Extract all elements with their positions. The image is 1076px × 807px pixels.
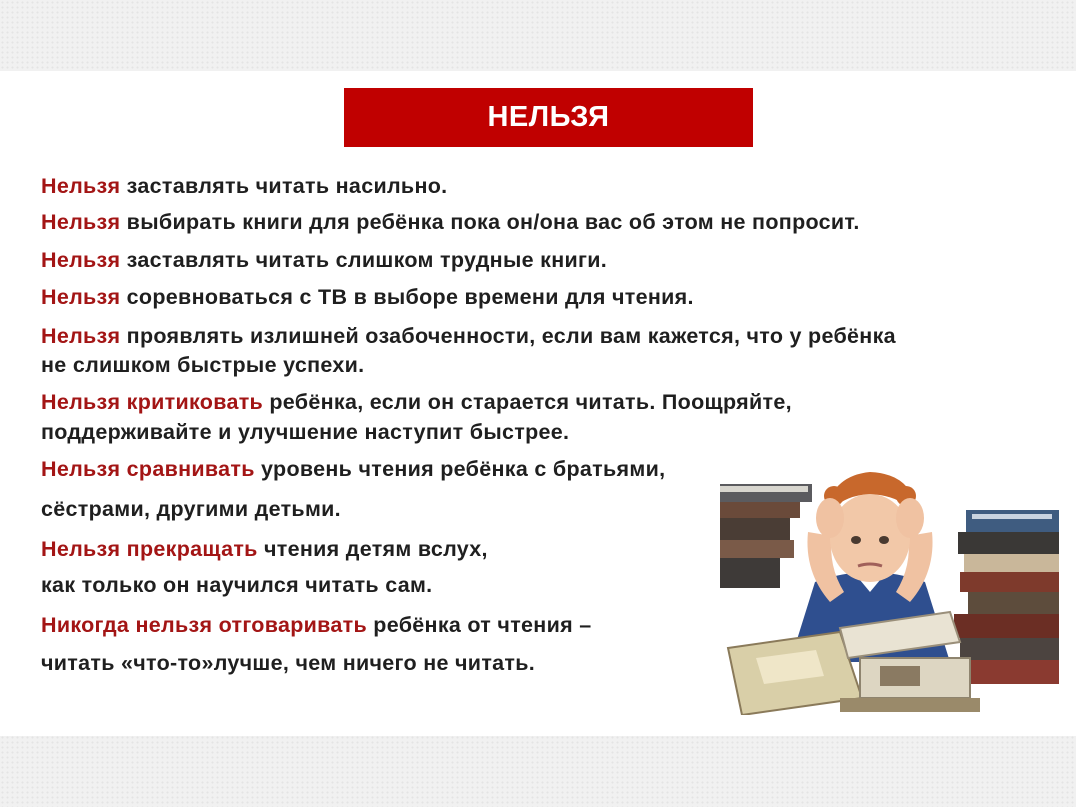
rule-line	[41, 534, 488, 564]
rule-line	[41, 245, 607, 275]
rule-keyword: Нельзя сравнивать	[41, 457, 255, 481]
rule-line	[41, 171, 447, 201]
rule-keyword: Нельзя	[41, 248, 121, 272]
rule-text: сёстрами, другими детьми.	[41, 497, 341, 521]
rule-text: проявлять излишней озабоченности, если вам кажется, что у ребёнка	[120, 324, 896, 348]
child-with-books-illustration	[720, 462, 1059, 715]
rule-keyword: Нельзя прекращать	[41, 537, 258, 561]
rule-keyword: Нельзя критиковать	[41, 390, 264, 414]
rule-keyword: Никогда нельзя отговаривать	[41, 613, 368, 637]
rule-line	[41, 454, 665, 484]
rule-line	[41, 648, 535, 678]
title-banner	[344, 88, 753, 147]
rule-line	[41, 321, 896, 351]
rule-text: соревноваться с ТВ в выборе времени для чтения.	[120, 285, 694, 309]
rule-line	[41, 207, 860, 237]
rule-line	[41, 417, 569, 447]
rule-text: заставлять читать насильно.	[120, 174, 448, 198]
rule-text: уровень чтения ребёнка с братьями,	[254, 457, 666, 481]
slide	[0, 71, 1076, 736]
child-with-books-picture	[720, 462, 1059, 715]
rule-line	[41, 494, 341, 524]
rule-text: ребёнка от чтения –	[367, 613, 592, 637]
rule-text: не слишком быстрые успехи.	[41, 353, 365, 377]
rule-line	[41, 610, 591, 640]
rule-keyword: Нельзя	[41, 324, 121, 348]
rule-text: ребёнка, если он старается читать. Поощряйте,	[263, 390, 792, 414]
slide-title: НЕЛЬЗЯ	[487, 101, 610, 133]
rule-text: чтения детям вслух,	[257, 537, 488, 561]
rule-keyword: Нельзя	[41, 285, 121, 309]
rule-line	[41, 282, 694, 312]
rule-line	[41, 570, 432, 600]
rule-line	[41, 387, 792, 417]
rule-line	[41, 350, 364, 380]
rule-text: заставлять читать слишком трудные книги.	[120, 248, 608, 272]
rule-text: читать «что-то»лучше, чем ничего не читать.	[41, 651, 536, 675]
rule-keyword: Нельзя	[41, 174, 121, 198]
rule-text: выбирать книги для ребёнка пока он/она вас об этом не попросит.	[120, 210, 860, 234]
rule-text: поддерживайте и улучшение наступит быстрее.	[41, 420, 570, 444]
rule-text: как только он научился читать сам.	[41, 573, 433, 597]
rule-keyword: Нельзя	[41, 210, 121, 234]
